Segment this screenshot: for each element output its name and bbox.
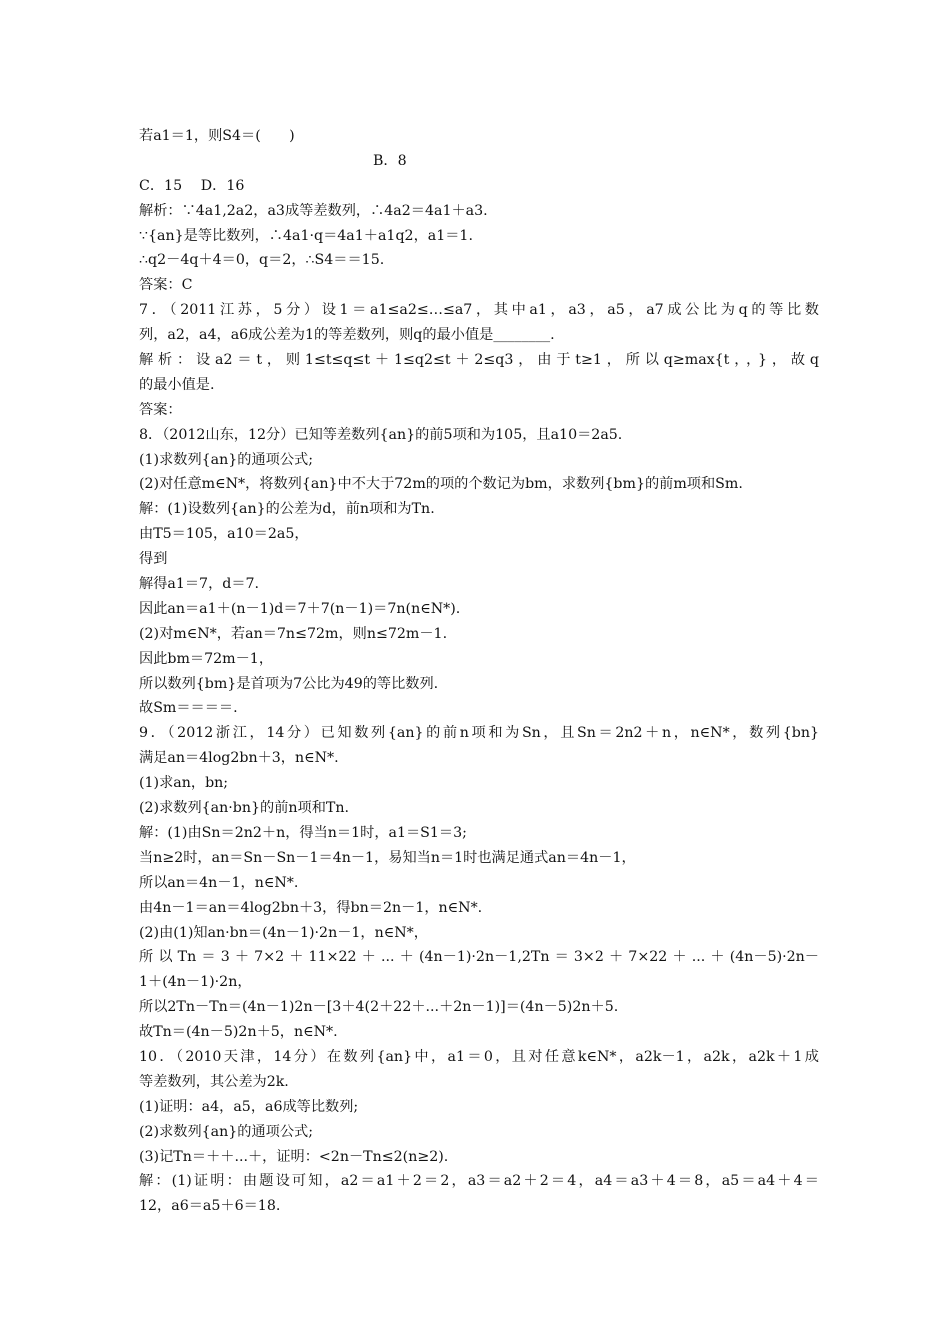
text-line: 解析：∵4a1,2a2，a3成等差数列，∴4a2＝4a1＋a3. (139, 202, 488, 219)
document-body (139, 124, 819, 1219)
answer-line: 答案：C (139, 277, 193, 294)
text-line: 解：(1)由Sn＝2n2＋n，得当n＝1时，a1＝S1＝3; (139, 824, 467, 841)
text-line: 由4n－1＝an＝4log2bn＋3，得bn＝2n－1，n∈N*. (139, 899, 483, 916)
text-line: 的最小值是. (139, 376, 215, 393)
text-line: 因此an＝a1＋(n－1)d＝7＋7(n－1)＝7n(n∈N*). (139, 600, 461, 617)
problem-10-heading: 10．（2010天津，14分）在数列{an}中，a1＝0，且对任意k∈N*，a2k－1，a2k，a2k＋1成 (139, 1048, 819, 1065)
problem-9-heading: 9．（2012浙江，14分）已知数列{an}的前n项和为Sn，且Sn＝2n2＋n，n∈N*，数列{bn} (139, 725, 819, 742)
answer-line: 答案： (139, 401, 182, 418)
text-line: (2)对m∈N*，若an＝7n≤72m，则n≤72m－1. (139, 625, 448, 642)
text-line: 得到 (139, 551, 168, 568)
option-b: B．8 (373, 152, 407, 169)
problem-8-heading: 8．（2012山东，12分）已知等差数列{an}的前5项和为105，且a10＝2a5. (139, 426, 623, 443)
text-line: (2)求数列{an}的通项公式; (139, 1123, 314, 1140)
text-line: 故Tn＝(4n－5)2n＋5，n∈N*. (139, 1024, 338, 1041)
text-line: 所以数列{bm}是首项为7公比为49的等比数列. (139, 675, 439, 692)
text-line: 解：(1)证明：由题设可知，a2＝a1＋2＝2，a3＝a2＋2＝4，a4＝a3＋4＝8，a5＝a4＋4＝ (139, 1173, 819, 1190)
text-line: (1)求数列{an}的通项公式; (139, 451, 314, 468)
text-line: 故Sm＝＝＝＝. (139, 700, 238, 717)
options-row-cd: C．15 D．16 (139, 177, 245, 194)
text-line: (2)对任意m∈N*，将数列{an}中不大于72m的项的个数记为bm，求数列{bm}的前m项和Sm. (139, 476, 743, 493)
text-line: 所以2Tn－Tn＝(4n－1)2n－[3＋4(2＋22＋...＋2n－1)]＝(4n－5)2n＋5. (139, 999, 619, 1016)
text-line: ∴q2－4q＋4＝0，q＝2，∴S4＝＝15. (139, 252, 385, 269)
text-line: (2)由(1)知an·bn＝(4n－1)·2n－1，n∈N*， (139, 924, 428, 941)
text-line: 解得a1＝7，d＝7. (139, 576, 260, 593)
problem-7-heading: 7．（2011江苏，5分）设1＝a1≤a2≤…≤a7，其中a1，a3，a5，a7成公比为q的等比数 (139, 302, 819, 319)
text-line: 由T5＝105，a10＝2a5， (139, 526, 309, 543)
text-line: 满足an＝4log2bn＋3，n∈N*. (139, 750, 339, 767)
text-line: 1＋(4n－1)·2n， (139, 974, 252, 991)
text-line: 所以an＝4n－1，n∈N*. (139, 874, 299, 891)
text-line: 当n≥2时，an＝Sn－Sn－1＝4n－1，易知当n＝1时也满足通式an＝4n－1， (139, 849, 636, 866)
text-line: 列，a2，a4，a6成公差为1的等差数列，则q的最小值是________. (139, 327, 555, 344)
text-line: 因此bm＝72m－1， (139, 650, 274, 667)
text-line: 所以Tn＝3＋7×2＋11×22＋...＋(4n－1)·2n－1,2Tn＝3×2＋7×22＋...＋(4n－5)·2n－ (139, 949, 819, 966)
text-line: ∵{an}是等比数列，∴4a1·q＝4a1＋a1q2，a1＝1. (139, 227, 473, 244)
text-line: 解：(1)设数列{an}的公差为d，前n项和为Tn. (139, 501, 435, 518)
text-line: (3)记Tn＝＋＋...＋，证明：<2n－Tn≤2(n≥2). (139, 1148, 449, 1165)
text-line: 等差数列，其公差为2k. (139, 1073, 289, 1090)
text-line: (1)证明：a4，a5，a6成等比数列; (139, 1098, 359, 1115)
text-line: 解析：设a2＝t，则1≤t≤q≤t＋1≤q2≤t＋2≤q3，由于t≥1，所以q≥max{t，，}，故q (139, 352, 819, 369)
question-stem-line: 若a1＝1，则S4＝( ) (139, 128, 295, 144)
text-line: 12，a6＝a5＋6＝18. (139, 1198, 281, 1215)
text-line: (1)求an，bn; (139, 775, 229, 792)
options-row-ab (139, 149, 819, 174)
text-line: (2)求数列{an·bn}的前n项和Tn. (139, 800, 350, 817)
